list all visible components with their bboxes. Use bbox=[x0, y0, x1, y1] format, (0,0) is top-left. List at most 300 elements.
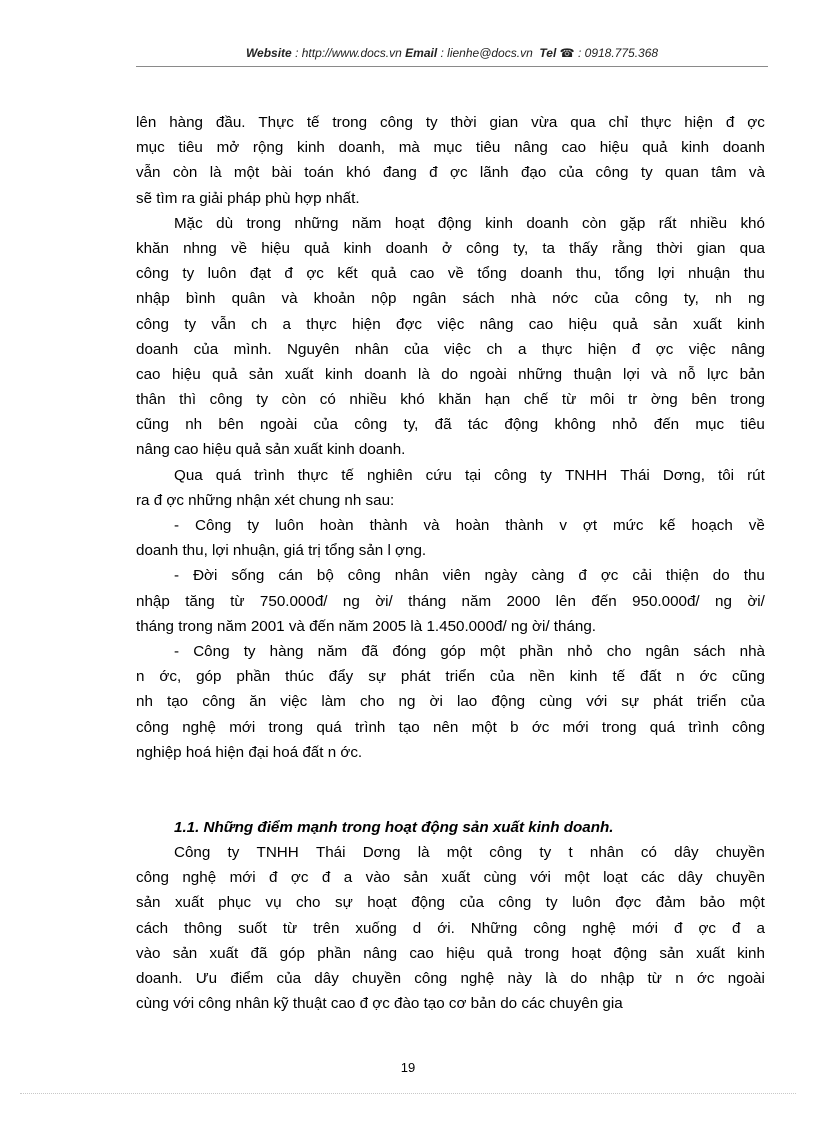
word: do bbox=[570, 970, 588, 987]
text-line bbox=[136, 563, 765, 588]
text-line: sẽ tìm ra giải pháp phù hợp nhất. bbox=[136, 189, 360, 207]
word: càng bbox=[531, 567, 565, 585]
word: cũng bbox=[136, 416, 169, 434]
word: Thực bbox=[258, 114, 294, 131]
text-line bbox=[136, 463, 765, 488]
word: của bbox=[459, 894, 484, 912]
word: tạo bbox=[398, 718, 420, 736]
word: lao bbox=[456, 693, 478, 711]
word: ty bbox=[227, 844, 240, 862]
word: t bbox=[568, 844, 573, 862]
word: gặp bbox=[619, 214, 646, 232]
word: TNHH bbox=[564, 466, 608, 484]
word: ời bbox=[429, 693, 443, 711]
word: tác bbox=[467, 416, 489, 434]
word: ty bbox=[182, 265, 195, 283]
word: các bbox=[640, 869, 665, 887]
text-line: nghiệp hoá hiện đại hoá đất n ớc. bbox=[136, 743, 363, 761]
word: trình bbox=[354, 718, 386, 736]
word: quả bbox=[371, 265, 397, 283]
word: phần bbox=[519, 642, 554, 660]
word: xuất bbox=[692, 315, 722, 333]
email-label: Email bbox=[405, 46, 438, 60]
word: một bbox=[471, 718, 497, 736]
word: về bbox=[748, 517, 765, 534]
word: có bbox=[640, 844, 657, 862]
word: luôn bbox=[572, 894, 601, 912]
word: thấy bbox=[569, 239, 598, 257]
text-line: ra đ ợc những nhận xét chung nh sau: bbox=[136, 491, 395, 509]
word: lãnh bbox=[479, 164, 509, 182]
word: tâm bbox=[711, 164, 737, 182]
word: công bbox=[732, 718, 765, 736]
word: sự bbox=[368, 668, 386, 686]
word: động bbox=[504, 416, 539, 434]
word: kết bbox=[337, 265, 358, 283]
word: chuyền bbox=[352, 970, 402, 987]
word: vụ bbox=[265, 894, 282, 912]
word: cao bbox=[561, 139, 587, 157]
word: việc bbox=[444, 340, 472, 358]
word: cao bbox=[528, 315, 554, 333]
word: quá bbox=[649, 718, 676, 736]
word: mới bbox=[229, 869, 256, 887]
text-line bbox=[136, 840, 765, 865]
word: không bbox=[554, 416, 596, 434]
word: cao bbox=[409, 265, 435, 283]
word: nhỏ bbox=[567, 642, 593, 660]
word: lên bbox=[555, 592, 576, 610]
word: ngoài bbox=[727, 970, 765, 987]
word: đẩy bbox=[328, 668, 354, 686]
word: góp bbox=[440, 642, 466, 660]
word: công bbox=[489, 844, 523, 862]
word: đ bbox=[674, 919, 683, 937]
word: lực bbox=[707, 365, 729, 383]
word: hiệu bbox=[568, 315, 598, 333]
word: nh bbox=[136, 693, 153, 711]
page-header: Website : http://www.docs.vn Email : lienhe@docs.vn Tel ☎ : 0918.775.368 bbox=[245, 46, 659, 60]
word: về bbox=[231, 239, 248, 257]
word: tế bbox=[341, 466, 354, 484]
word: việc bbox=[280, 693, 308, 711]
word: ty bbox=[184, 315, 197, 333]
word: khó bbox=[346, 164, 371, 182]
word: khó bbox=[400, 391, 425, 409]
text-line bbox=[136, 890, 765, 915]
word: còn bbox=[281, 391, 307, 409]
word: bảo bbox=[699, 894, 726, 912]
word: ợc bbox=[306, 265, 324, 283]
word: thành bbox=[505, 517, 544, 534]
word: đến bbox=[591, 592, 617, 610]
word: cùng bbox=[483, 869, 517, 887]
word: thu bbox=[743, 567, 765, 585]
word: ty bbox=[425, 114, 438, 131]
word: mới bbox=[632, 919, 659, 937]
word: khăn bbox=[438, 391, 472, 409]
word: với bbox=[529, 869, 551, 887]
word: công bbox=[347, 567, 381, 585]
word: chuyền bbox=[715, 844, 765, 862]
tel-number: 0918.775.368 bbox=[584, 46, 659, 60]
word: b bbox=[510, 718, 519, 736]
word: là bbox=[417, 844, 430, 862]
word: một bbox=[479, 642, 506, 660]
word: kinh bbox=[296, 139, 325, 157]
word: chỉ bbox=[608, 114, 628, 131]
word: làm bbox=[321, 693, 346, 711]
word: hiệu bbox=[599, 139, 629, 157]
word: ợt bbox=[582, 517, 598, 534]
word: ới. bbox=[437, 919, 455, 937]
word: hoạch bbox=[691, 517, 733, 534]
word: dây bbox=[314, 970, 339, 987]
word: góp bbox=[279, 944, 305, 962]
word: ty, bbox=[683, 290, 699, 308]
word: đến bbox=[653, 416, 680, 434]
word: doanh bbox=[520, 265, 563, 283]
word: nhuận bbox=[688, 265, 731, 283]
word: ớc bbox=[531, 718, 550, 736]
word: nhập bbox=[136, 290, 170, 308]
word: rộng bbox=[252, 139, 284, 157]
word: mục bbox=[136, 139, 165, 157]
word: nâng bbox=[363, 944, 398, 962]
word: công bbox=[136, 869, 169, 887]
word: kinh bbox=[736, 315, 765, 333]
word: kinh bbox=[324, 365, 353, 383]
word: xuất bbox=[441, 869, 471, 887]
word: ng bbox=[715, 592, 732, 610]
word: qua bbox=[739, 239, 765, 257]
word: quả bbox=[642, 139, 668, 157]
text-line bbox=[136, 865, 765, 890]
word: năm bbox=[351, 214, 382, 232]
word: sự bbox=[621, 693, 640, 711]
text-line bbox=[136, 664, 765, 689]
word: Ưu bbox=[195, 970, 218, 987]
bullet-item bbox=[136, 513, 765, 563]
paragraph bbox=[136, 840, 765, 1016]
word: ch bbox=[251, 315, 268, 333]
word: dù bbox=[216, 214, 234, 232]
word: đầu. bbox=[215, 114, 246, 131]
text-line bbox=[136, 689, 765, 714]
word: cải bbox=[632, 567, 652, 585]
word: phát bbox=[400, 668, 431, 686]
word: toán bbox=[304, 164, 334, 182]
word: cho bbox=[296, 894, 321, 912]
word: nh bbox=[714, 290, 732, 308]
word: ng bbox=[342, 592, 360, 610]
word: luôn bbox=[207, 265, 237, 283]
word: cho bbox=[359, 693, 385, 711]
word: quá bbox=[215, 466, 242, 484]
tel-label: Tel bbox=[539, 46, 557, 60]
word: ời/ bbox=[747, 592, 765, 610]
word: tăng bbox=[185, 592, 215, 610]
word: ở bbox=[442, 239, 453, 257]
word: thực bbox=[541, 340, 573, 358]
word: xuất bbox=[284, 365, 314, 383]
text-line bbox=[136, 135, 765, 160]
word: sách bbox=[462, 290, 495, 308]
word: cùng bbox=[539, 693, 573, 711]
word: cũng bbox=[732, 668, 765, 686]
word: xuống bbox=[355, 919, 397, 937]
word: kinh bbox=[343, 239, 372, 257]
text-line: nâng cao hiệu quả sản xuất kinh doanh. bbox=[136, 441, 406, 459]
word: hoạt bbox=[394, 214, 425, 232]
word: nhân bbox=[354, 340, 389, 358]
text-line bbox=[136, 211, 765, 236]
word: khó bbox=[740, 214, 765, 232]
word: rằng bbox=[612, 239, 643, 257]
email-address[interactable]: lienhe@docs.vn bbox=[447, 46, 533, 60]
word: tiêu bbox=[740, 416, 765, 434]
word: Thái bbox=[620, 466, 650, 484]
word: nớc bbox=[552, 290, 579, 308]
word: đ bbox=[631, 340, 641, 358]
word: kế bbox=[659, 517, 676, 534]
text-line bbox=[136, 916, 765, 941]
word: mục bbox=[695, 416, 725, 434]
word: của bbox=[558, 164, 584, 182]
word: kinh bbox=[569, 668, 598, 686]
word: những bbox=[518, 365, 563, 383]
word: qua bbox=[570, 114, 596, 131]
word: còn bbox=[582, 214, 607, 232]
word: thuận bbox=[573, 365, 612, 383]
word: của bbox=[193, 340, 219, 358]
paragraph bbox=[136, 463, 765, 513]
word: công bbox=[414, 970, 448, 987]
word: ch bbox=[486, 340, 503, 358]
word: cách bbox=[136, 919, 169, 937]
page-number: 19 bbox=[400, 1060, 416, 1075]
word: doanh bbox=[385, 239, 428, 257]
footer-divider bbox=[20, 1093, 796, 1094]
word: do bbox=[441, 365, 459, 383]
document-body bbox=[136, 110, 765, 1016]
word: Công bbox=[193, 642, 230, 660]
word: công bbox=[136, 315, 169, 333]
bullet-item bbox=[136, 639, 765, 765]
word: tiêu bbox=[178, 139, 203, 157]
word: doanh, bbox=[338, 139, 385, 157]
word: trên bbox=[313, 919, 340, 937]
word: vào bbox=[136, 944, 161, 962]
word: về bbox=[447, 265, 464, 283]
word: nhà bbox=[739, 642, 765, 660]
word: a bbox=[517, 340, 527, 358]
word: công bbox=[209, 391, 243, 409]
word: việc bbox=[688, 340, 716, 358]
word: kinh bbox=[681, 139, 710, 157]
word: sản bbox=[653, 315, 678, 333]
word: hiệu bbox=[171, 365, 201, 383]
word: nghệ bbox=[582, 919, 617, 937]
word: thực bbox=[306, 315, 337, 333]
word: những bbox=[294, 214, 339, 232]
word: suốt bbox=[238, 919, 267, 937]
word: tháng bbox=[408, 592, 447, 610]
word: Công bbox=[195, 517, 232, 534]
word: 750.000đ/ bbox=[259, 592, 328, 610]
word: a bbox=[343, 869, 353, 887]
word: này bbox=[507, 970, 533, 987]
word: lợi bbox=[623, 365, 640, 383]
word: ty bbox=[247, 517, 260, 534]
word: động bbox=[613, 944, 648, 962]
word: nâng bbox=[514, 139, 548, 157]
word: chế bbox=[523, 391, 549, 409]
word: rất bbox=[658, 214, 677, 232]
text-line bbox=[136, 639, 765, 664]
word: và bbox=[651, 365, 668, 383]
word: từ bbox=[647, 970, 662, 987]
word: - bbox=[174, 567, 180, 585]
word: ợc bbox=[600, 567, 619, 585]
word: ngoài bbox=[469, 365, 507, 383]
word: tr bbox=[628, 391, 638, 409]
word: cứu bbox=[425, 466, 452, 484]
word: cao bbox=[136, 365, 161, 383]
word: tổng bbox=[477, 265, 507, 283]
word: đ bbox=[732, 919, 741, 937]
word: ty, bbox=[403, 416, 419, 434]
word: tiêu bbox=[475, 139, 501, 157]
word: từ bbox=[230, 592, 245, 610]
text-line bbox=[136, 412, 765, 437]
word: công bbox=[136, 718, 169, 736]
word: hiện bbox=[684, 114, 713, 131]
word: là bbox=[417, 365, 430, 383]
word: với bbox=[586, 693, 608, 711]
word: ng bbox=[747, 290, 765, 308]
word: cho bbox=[606, 642, 632, 660]
word: a bbox=[282, 315, 291, 333]
word: nhân bbox=[394, 567, 429, 585]
word: nghiên bbox=[366, 466, 413, 484]
word: nhng bbox=[183, 239, 217, 257]
paragraph bbox=[136, 211, 765, 463]
word: sản bbox=[659, 944, 684, 962]
word: một bbox=[739, 894, 765, 912]
word: của bbox=[740, 693, 765, 711]
word: xuất bbox=[209, 944, 239, 962]
word: đ bbox=[321, 869, 331, 887]
word: môi bbox=[589, 391, 615, 409]
word: phát bbox=[653, 693, 683, 711]
word: dây bbox=[674, 844, 699, 862]
word: quả bbox=[487, 944, 513, 962]
word: mà bbox=[398, 139, 420, 157]
text-line: tháng trong năm 2001 và đến năm 2005 là 1.450.000đ/ ng ời/ tháng. bbox=[136, 617, 597, 635]
word: thiện bbox=[665, 567, 699, 585]
word: tế bbox=[306, 114, 320, 131]
text-line bbox=[136, 312, 765, 337]
word: đ bbox=[725, 114, 735, 131]
word: kinh bbox=[737, 944, 765, 962]
text-line bbox=[136, 387, 765, 412]
word: sản bbox=[403, 869, 429, 887]
text-line bbox=[136, 513, 765, 538]
word: thúc bbox=[285, 668, 314, 686]
word: trong bbox=[524, 944, 560, 962]
word: hoạt bbox=[367, 894, 397, 912]
word: n bbox=[675, 970, 684, 987]
word: hiệu bbox=[446, 944, 475, 962]
word: thân bbox=[136, 391, 166, 409]
word: Nguyên bbox=[287, 340, 340, 358]
website-url[interactable]: http://www.docs.vn bbox=[301, 46, 402, 60]
word: phần bbox=[317, 944, 352, 962]
text-line: cùng với công nhân kỹ thuật cao đ ợc đào tạo cơ bản do các chuyên gia bbox=[136, 995, 623, 1013]
word: doanh bbox=[136, 340, 179, 358]
word: đóng bbox=[392, 642, 427, 660]
word: đạo bbox=[520, 164, 547, 182]
word: ng bbox=[398, 693, 416, 711]
word: ty bbox=[540, 466, 552, 484]
word: Đời bbox=[193, 567, 218, 585]
word: nhiều bbox=[689, 214, 728, 232]
word: phần bbox=[236, 668, 271, 686]
word: hoàn bbox=[455, 517, 490, 534]
word: mức bbox=[613, 517, 644, 534]
word: của bbox=[489, 668, 515, 686]
word: ợc bbox=[449, 164, 468, 182]
word: phục bbox=[218, 894, 252, 912]
text-line bbox=[136, 286, 765, 311]
word: sản bbox=[248, 365, 274, 383]
word: mình. bbox=[233, 340, 272, 358]
word: hàng bbox=[269, 642, 304, 660]
word: trong bbox=[332, 114, 368, 131]
word: ờng bbox=[650, 391, 678, 409]
word: ty bbox=[256, 391, 269, 409]
word: kinh bbox=[485, 214, 513, 232]
word: khăn bbox=[136, 239, 169, 257]
word: đợc bbox=[396, 315, 422, 333]
phone-icon: ☎ bbox=[559, 46, 575, 60]
word: ngân bbox=[645, 642, 680, 660]
word: Dơng, bbox=[662, 466, 705, 484]
word: thu, bbox=[576, 265, 602, 283]
word: tế bbox=[612, 668, 626, 686]
word: ợc bbox=[655, 340, 674, 358]
paragraph bbox=[136, 110, 765, 211]
word: một bbox=[564, 869, 590, 887]
word: trong bbox=[246, 214, 282, 232]
word: điểm bbox=[230, 970, 264, 987]
word: công bbox=[466, 239, 500, 257]
word: hạn bbox=[484, 391, 511, 409]
website-label: Website bbox=[245, 46, 292, 60]
word: năm bbox=[461, 592, 492, 610]
word: trong bbox=[730, 391, 765, 409]
word: loạt bbox=[603, 869, 628, 887]
word: quả bbox=[212, 365, 238, 383]
word: doanh. bbox=[136, 970, 183, 987]
word: sản bbox=[172, 944, 198, 962]
word: đ bbox=[269, 869, 278, 887]
text-line bbox=[136, 589, 765, 614]
word: công bbox=[498, 894, 532, 912]
word: ời/ bbox=[375, 592, 393, 610]
word: tổng bbox=[614, 265, 645, 283]
